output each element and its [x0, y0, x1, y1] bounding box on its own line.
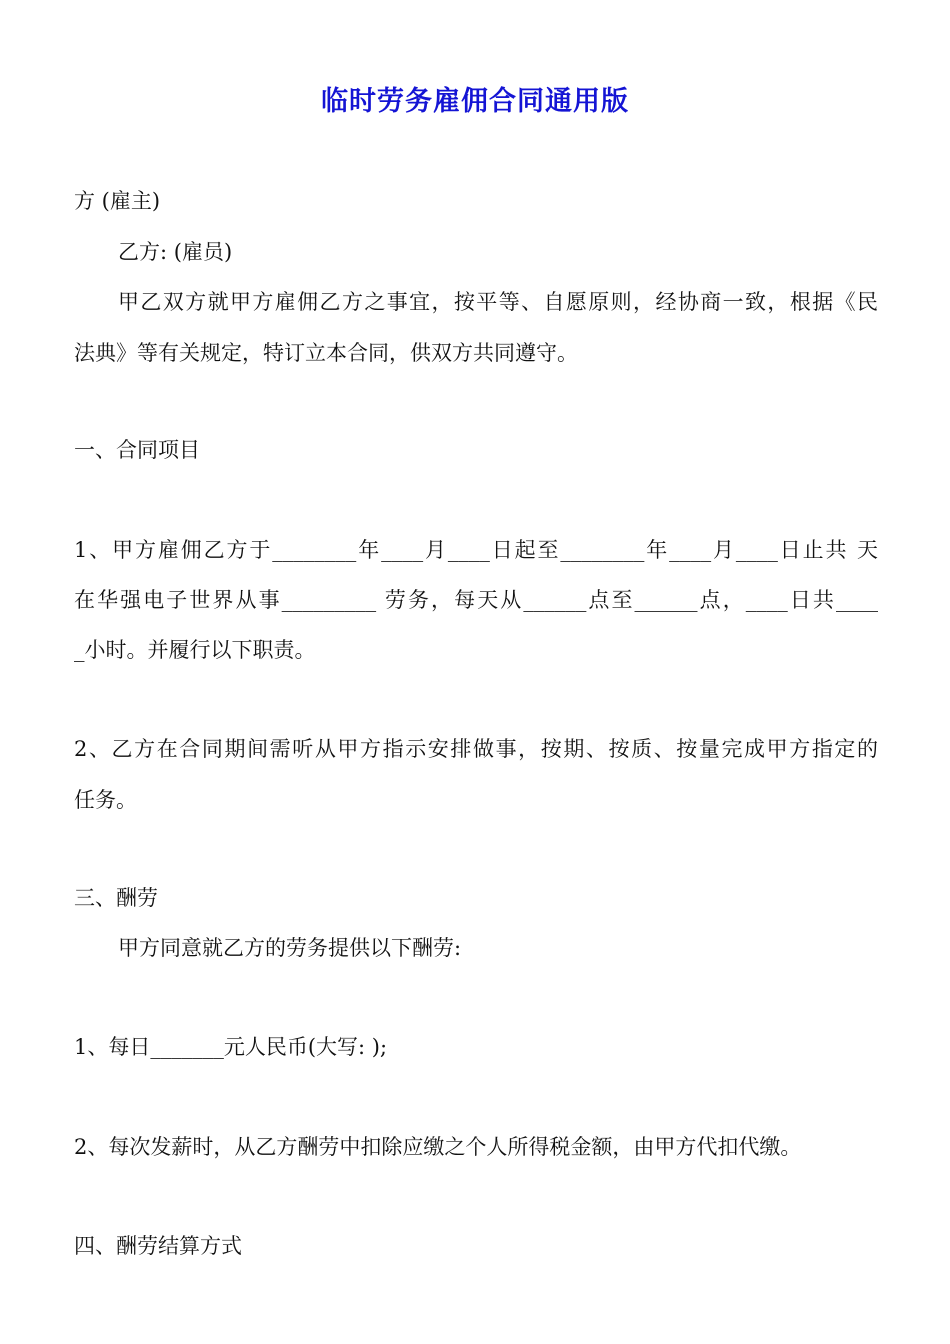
section-1-heading: 一、合同项目: [74, 438, 200, 462]
item-2-line-2: 任务。: [74, 788, 137, 812]
payment-item-1: 1、每日_______元人民币(大写: );: [74, 1035, 388, 1059]
preamble-line-2: 法典》等有关规定，特订立本合同，供双方共同遵守。: [74, 341, 578, 365]
item-1-line-1: 1、甲方雇佣乙方于________年____月____日起至________年____月____日止共 天: [74, 538, 878, 562]
section-3-heading: 三、酬劳: [74, 886, 158, 910]
section-3-intro: 甲方同意就乙方的劳务提供以下酬劳:: [118, 936, 462, 960]
preamble-line-1: 甲乙双方就甲方雇佣乙方之事宜，按平等、自愿原则，经协商一致，根据《民: [118, 290, 878, 314]
item-1-line-2: 在华强电子世界从事_________ 劳务，每天从______点至______点，____日共____: [74, 588, 878, 612]
item-2-line-1: 2、乙方在合同期间需听从甲方指示安排做事，按期、按质、按量完成甲方指定的: [74, 737, 878, 761]
party-a-line: 方 (雇主): [74, 189, 161, 213]
section-4-heading: 四、酬劳结算方式: [74, 1234, 242, 1258]
party-b-line: 乙方: (雇员): [118, 240, 233, 264]
item-1-line-3: _小时。并履行以下职责。: [74, 638, 316, 662]
payment-item-2: 2、每次发薪时，从乙方酬劳中扣除应缴之个人所得税金额，由甲方代扣代缴。: [74, 1135, 802, 1159]
document-title: 临时劳务雇佣合同通用版: [321, 86, 629, 117]
